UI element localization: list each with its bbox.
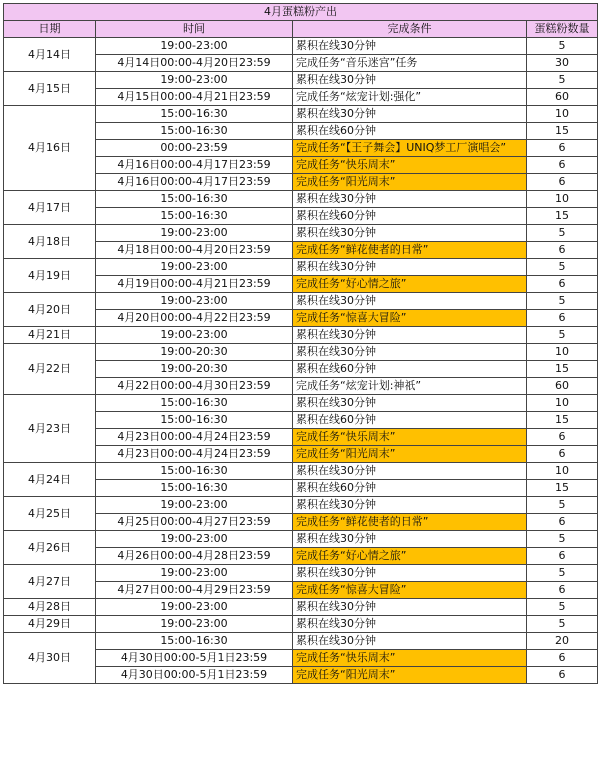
quantity-cell: 6 <box>527 514 598 531</box>
time-cell: 4月27日00:00-4月29日23:59 <box>96 582 293 599</box>
time-cell: 4月30日00:00-5月1日23:59 <box>96 650 293 667</box>
table-title: 4月蛋糕粉产出 <box>4 4 598 21</box>
header-time: 时间 <box>96 21 293 38</box>
quantity-cell: 6 <box>527 140 598 157</box>
time-cell: 19:00-23:00 <box>96 599 293 616</box>
time-cell: 15:00-16:30 <box>96 412 293 429</box>
date-cell: 4月28日 <box>4 599 96 616</box>
time-cell: 19:00-23:00 <box>96 225 293 242</box>
date-cell: 4月22日 <box>4 344 96 395</box>
table-row <box>4 616 598 633</box>
table-row <box>4 106 598 123</box>
table-row <box>4 293 598 310</box>
quantity-cell: 15 <box>527 123 598 140</box>
time-cell: 4月18日00:00-4月20日23:59 <box>96 242 293 259</box>
time-cell: 4月25日00:00-4月27日23:59 <box>96 514 293 531</box>
time-cell: 15:00-16:30 <box>96 633 293 650</box>
condition-cell: 累积在线30分钟 <box>293 633 527 650</box>
table-row <box>4 38 598 55</box>
condition-cell: 累积在线30分钟 <box>293 531 527 548</box>
table-row <box>4 72 598 89</box>
condition-cell: 累积在线30分钟 <box>293 225 527 242</box>
time-cell: 4月19日00:00-4月21日23:59 <box>96 276 293 293</box>
table-row <box>4 259 598 276</box>
quantity-cell: 6 <box>527 157 598 174</box>
condition-cell: 累积在线60分钟 <box>293 480 527 497</box>
condition-cell: 累积在线60分钟 <box>293 361 527 378</box>
table-row <box>4 463 598 480</box>
time-cell: 19:00-23:00 <box>96 38 293 55</box>
condition-cell: 累积在线30分钟 <box>293 344 527 361</box>
quantity-cell: 5 <box>527 616 598 633</box>
header-quantity: 蛋糕粉数量 <box>527 21 598 38</box>
table-row <box>4 497 598 514</box>
quantity-cell: 6 <box>527 276 598 293</box>
condition-cell: 累积在线60分钟 <box>293 412 527 429</box>
quantity-cell: 6 <box>527 650 598 667</box>
condition-cell: 完成任务“【王子舞会】UNIQ梦工厂演唱会” <box>293 140 527 157</box>
time-cell: 19:00-20:30 <box>96 361 293 378</box>
header-row <box>4 21 598 38</box>
quantity-cell: 10 <box>527 344 598 361</box>
condition-cell: 完成任务“阳光周末” <box>293 446 527 463</box>
condition-cell: 累积在线30分钟 <box>293 565 527 582</box>
condition-cell: 完成任务“快乐周末” <box>293 157 527 174</box>
condition-cell: 累积在线30分钟 <box>293 599 527 616</box>
condition-cell: 完成任务“鲜花使者的日常” <box>293 514 527 531</box>
date-cell: 4月19日 <box>4 259 96 293</box>
table-row <box>4 599 598 616</box>
condition-cell: 完成任务“好心情之旅” <box>293 276 527 293</box>
time-cell: 19:00-20:30 <box>96 344 293 361</box>
time-cell: 19:00-23:00 <box>96 259 293 276</box>
condition-cell: 累积在线30分钟 <box>293 191 527 208</box>
header-date: 日期 <box>4 21 96 38</box>
quantity-cell: 6 <box>527 667 598 684</box>
condition-cell: 完成任务“快乐周末” <box>293 429 527 446</box>
time-cell: 15:00-16:30 <box>96 106 293 123</box>
quantity-cell: 5 <box>527 565 598 582</box>
quantity-cell: 10 <box>527 463 598 480</box>
time-cell: 19:00-23:00 <box>96 497 293 514</box>
time-cell: 19:00-23:00 <box>96 616 293 633</box>
date-cell: 4月23日 <box>4 395 96 463</box>
date-cell: 4月15日 <box>4 72 96 106</box>
time-cell: 19:00-23:00 <box>96 565 293 582</box>
date-cell: 4月29日 <box>4 616 96 633</box>
quantity-cell: 5 <box>527 531 598 548</box>
quantity-cell: 5 <box>527 72 598 89</box>
time-cell: 15:00-16:30 <box>96 395 293 412</box>
condition-cell: 累积在线30分钟 <box>293 293 527 310</box>
quantity-cell: 5 <box>527 327 598 344</box>
time-cell: 4月26日00:00-4月28日23:59 <box>96 548 293 565</box>
condition-cell: 累积在线30分钟 <box>293 38 527 55</box>
condition-cell: 完成任务“快乐周末” <box>293 650 527 667</box>
time-cell: 15:00-16:30 <box>96 208 293 225</box>
condition-cell: 完成任务“炫宠计划:强化” <box>293 89 527 106</box>
table-row <box>4 225 598 242</box>
condition-cell: 完成任务“阳光周末” <box>293 174 527 191</box>
quantity-cell: 60 <box>527 378 598 395</box>
quantity-cell: 10 <box>527 106 598 123</box>
quantity-cell: 5 <box>527 38 598 55</box>
quantity-cell: 5 <box>527 293 598 310</box>
date-cell: 4月24日 <box>4 463 96 497</box>
quantity-cell: 30 <box>527 55 598 72</box>
condition-cell: 累积在线30分钟 <box>293 395 527 412</box>
date-cell: 4月27日 <box>4 565 96 599</box>
quantity-cell: 5 <box>527 225 598 242</box>
table-row <box>4 531 598 548</box>
date-cell: 4月16日 <box>4 106 96 191</box>
time-cell: 15:00-16:30 <box>96 123 293 140</box>
date-cell: 4月17日 <box>4 191 96 225</box>
condition-cell: 累积在线60分钟 <box>293 123 527 140</box>
time-cell: 19:00-23:00 <box>96 293 293 310</box>
condition-cell: 累积在线30分钟 <box>293 497 527 514</box>
quantity-cell: 60 <box>527 89 598 106</box>
quantity-cell: 6 <box>527 548 598 565</box>
table-row <box>4 633 598 650</box>
quantity-cell: 6 <box>527 242 598 259</box>
table-row <box>4 344 598 361</box>
quantity-cell: 5 <box>527 259 598 276</box>
time-cell: 4月14日00:00-4月20日23:59 <box>96 55 293 72</box>
quantity-cell: 15 <box>527 208 598 225</box>
condition-cell: 完成任务“鲜花使者的日常” <box>293 242 527 259</box>
condition-cell: 累积在线30分钟 <box>293 259 527 276</box>
quantity-cell: 6 <box>527 429 598 446</box>
time-cell: 4月20日00:00-4月22日23:59 <box>96 310 293 327</box>
condition-cell: 完成任务“阳光周末” <box>293 667 527 684</box>
date-cell: 4月18日 <box>4 225 96 259</box>
date-cell: 4月21日 <box>4 327 96 344</box>
condition-cell: 完成任务“好心情之旅” <box>293 548 527 565</box>
time-cell: 19:00-23:00 <box>96 327 293 344</box>
table-body <box>4 38 598 684</box>
condition-cell: 累积在线60分钟 <box>293 208 527 225</box>
date-cell: 4月14日 <box>4 38 96 72</box>
date-cell: 4月20日 <box>4 293 96 327</box>
time-cell: 19:00-23:00 <box>96 72 293 89</box>
quantity-cell: 6 <box>527 582 598 599</box>
quantity-cell: 15 <box>527 480 598 497</box>
quantity-cell: 6 <box>527 310 598 327</box>
time-cell: 15:00-16:30 <box>96 463 293 480</box>
condition-cell: 累积在线30分钟 <box>293 327 527 344</box>
condition-cell: 完成任务“炫宠计划:神祇” <box>293 378 527 395</box>
quantity-cell: 6 <box>527 174 598 191</box>
time-cell: 15:00-16:30 <box>96 191 293 208</box>
time-cell: 4月16日00:00-4月17日23:59 <box>96 157 293 174</box>
time-cell: 4月16日00:00-4月17日23:59 <box>96 174 293 191</box>
table-row <box>4 191 598 208</box>
date-cell: 4月25日 <box>4 497 96 531</box>
condition-cell: 累积在线30分钟 <box>293 106 527 123</box>
time-cell: 00:00-23:59 <box>96 140 293 157</box>
condition-cell: 累积在线30分钟 <box>293 616 527 633</box>
table-row <box>4 395 598 412</box>
time-cell: 4月23日00:00-4月24日23:59 <box>96 446 293 463</box>
time-cell: 19:00-23:00 <box>96 531 293 548</box>
time-cell: 4月15日00:00-4月21日23:59 <box>96 89 293 106</box>
time-cell: 15:00-16:30 <box>96 480 293 497</box>
quantity-cell: 10 <box>527 395 598 412</box>
condition-cell: 累积在线30分钟 <box>293 463 527 480</box>
time-cell: 4月22日00:00-4月30日23:59 <box>96 378 293 395</box>
condition-cell: 完成任务“惊喜大冒险” <box>293 582 527 599</box>
table-row <box>4 327 598 344</box>
time-cell: 4月30日00:00-5月1日23:59 <box>96 667 293 684</box>
quantity-cell: 10 <box>527 191 598 208</box>
quantity-cell: 5 <box>527 497 598 514</box>
quantity-cell: 5 <box>527 599 598 616</box>
quantity-cell: 15 <box>527 361 598 378</box>
quantity-cell: 20 <box>527 633 598 650</box>
date-cell: 4月30日 <box>4 633 96 684</box>
quantity-cell: 6 <box>527 446 598 463</box>
date-cell: 4月26日 <box>4 531 96 565</box>
quantity-cell: 15 <box>527 412 598 429</box>
condition-cell: 累积在线30分钟 <box>293 72 527 89</box>
cake-powder-output-table <box>3 3 598 684</box>
time-cell: 4月23日00:00-4月24日23:59 <box>96 429 293 446</box>
condition-cell: 完成任务“惊喜大冒险” <box>293 310 527 327</box>
header-condition: 完成条件 <box>293 21 527 38</box>
condition-cell: 完成任务“音乐迷宫”任务 <box>293 55 527 72</box>
title-row <box>4 4 598 21</box>
table-row <box>4 565 598 582</box>
